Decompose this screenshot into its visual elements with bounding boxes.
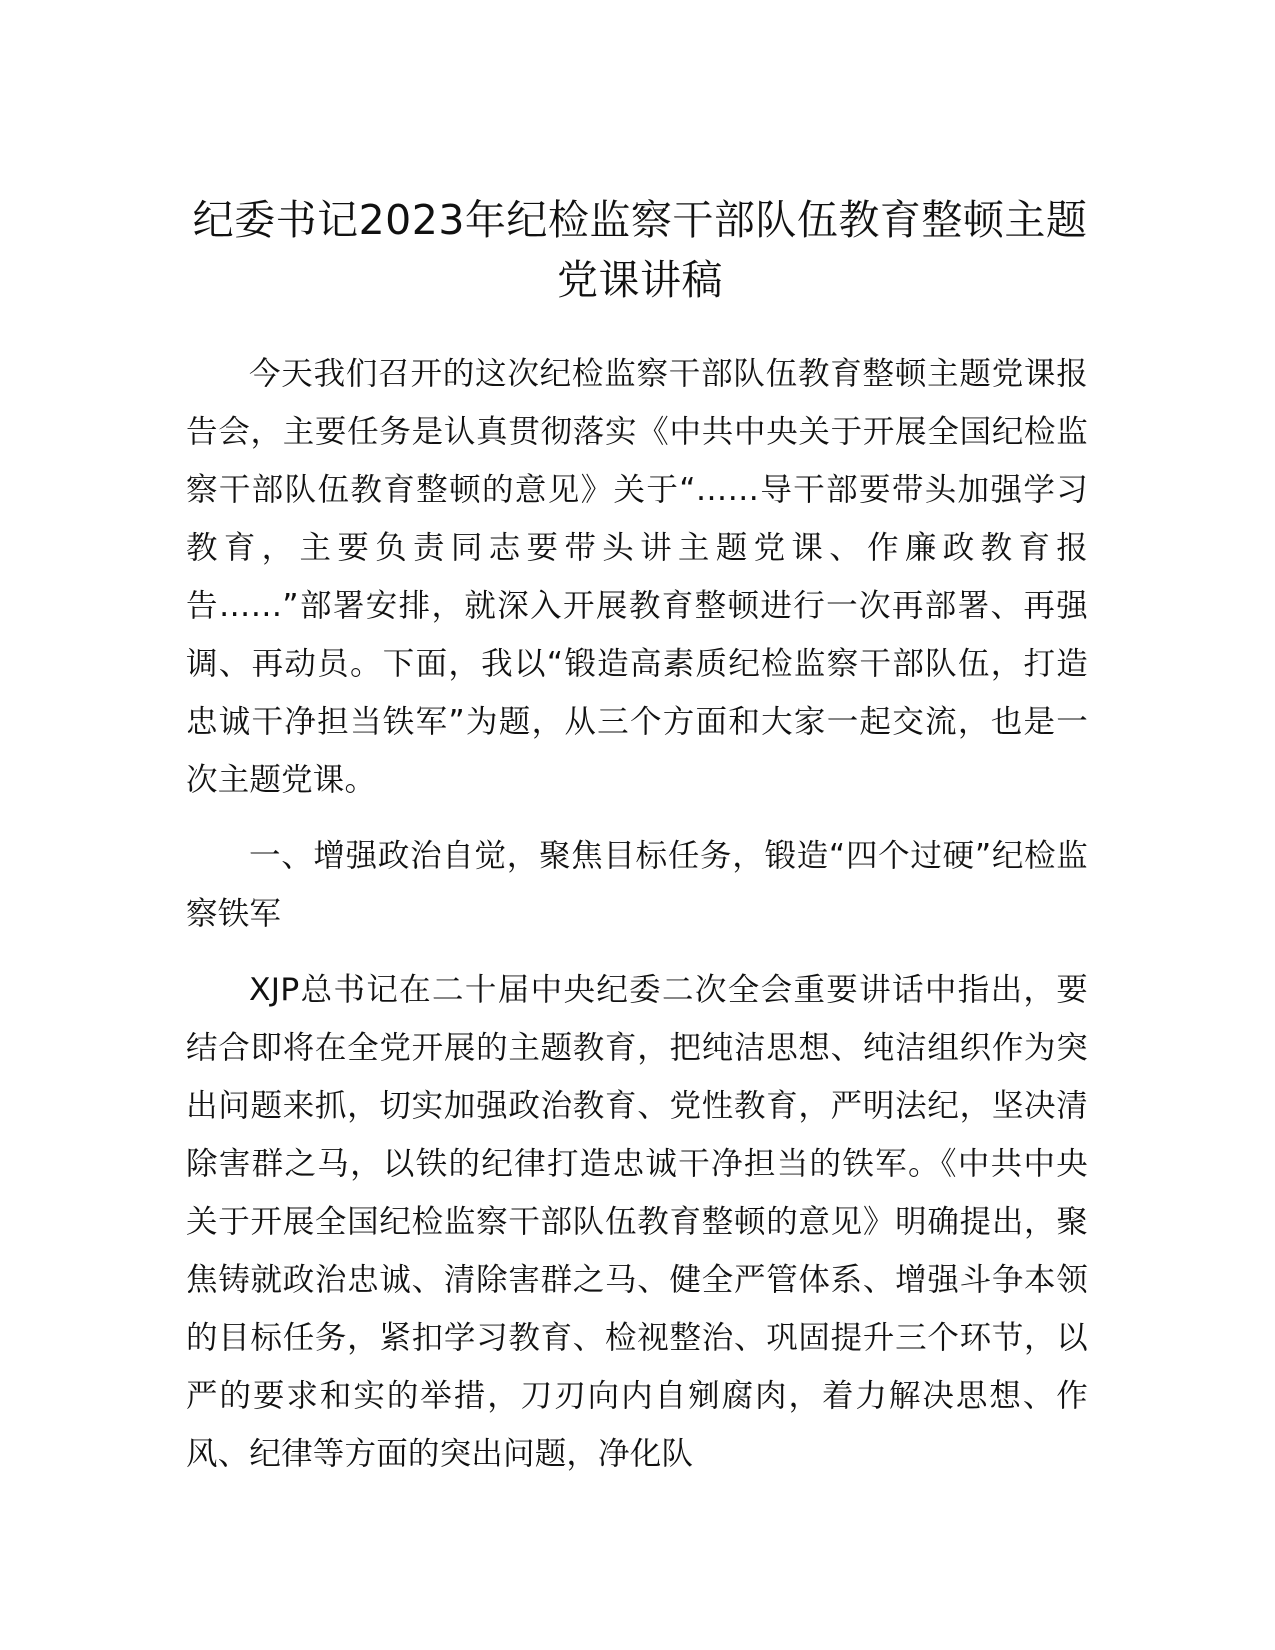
document-title: 纪委书记2023年纪检监察干部队伍教育整顿主题党课讲稿 bbox=[192, 196, 1088, 304]
document-body bbox=[186, 345, 1088, 1501]
body-paragraph: XJP总书记在二十届中央纪委二次全会重要讲话中指出，要结合即将在全党开展的主题教育，把纯洁思想、纯洁组织作为突出问题来抓，切实加强政治教育、党性教育，严明法纪，坚决清除害群之马，以铁的纪律打造忠诚干净担当的铁军。《中共中央关于开展全国纪检监察干部队伍教育整顿的意见》明确提出，聚焦铸就政治忠诚、清除害群之马、健全严管体系、增强斗争本领的目标任务，紧扣学习教育、检视整治、巩固提升三个环节，以严的要求和实的举措，刀刃向内自剜腐肉，着力解决思想、作风、纪律等方面的突出问题，净化队 bbox=[186, 972, 1088, 1472]
intro-paragraph: 今天我们召开的这次纪检监察干部队伍教育整顿主题党课报告会，主要任务是认真贯彻落实《中共中央关于开展全国纪检监察干部队伍教育整顿的意见》关于“……导干部要带头加强学习教育，主要负责同志要带头讲主题党课、作廉政教育报告……”部署安排，就深入开展教育整顿进行一次再部署、再强调、再动员。下面，我以“锻造高素质纪检监察干部队伍，打造忠诚干净担当铁军”为题，从三个方面和大家一起交流，也是一次主题党课。 bbox=[186, 356, 1088, 798]
section-heading: 一、增强政治自觉，聚焦目标任务，锻造“四个过硬”纪检监察铁军 bbox=[186, 838, 1088, 932]
